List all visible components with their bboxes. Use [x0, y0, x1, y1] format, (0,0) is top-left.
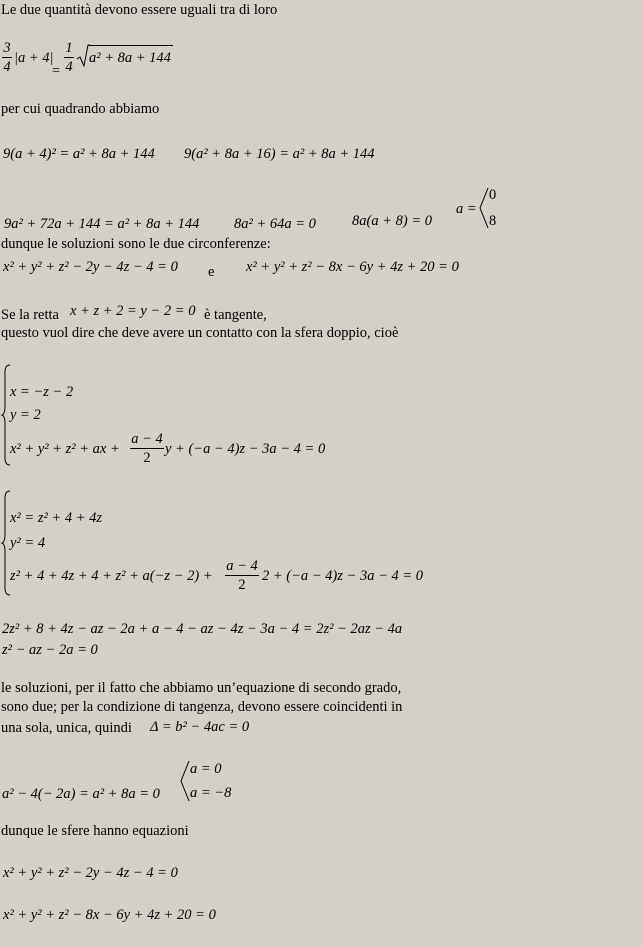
- text-and: e: [208, 264, 215, 280]
- math-radicand: a² + 8a + 144: [89, 50, 171, 66]
- math-equals: =: [51, 63, 61, 79]
- math-system2-line3a: z² + 4 + 4z + 4 + z² + a(−z − 2) +: [10, 568, 213, 584]
- sqrt-icon: [76, 44, 90, 68]
- math-system2-line2: y² = 4: [10, 535, 46, 551]
- fraction-denominator: 2: [143, 450, 151, 466]
- angle-bracket-icon: [479, 187, 489, 229]
- text-line: Se la retta: [1, 307, 59, 323]
- text-squaring: per cui quadrando abbiamo: [1, 101, 160, 117]
- text-contact: questo vuol dire che deve avere un contatto con la sfera doppio, cioè: [1, 325, 399, 341]
- text-tangent: è tangente,: [204, 307, 267, 323]
- math-eq2a: 9(a + 4)² = a² + 8a + 144: [3, 146, 155, 162]
- math-circumference-1: x² + y² + z² − 2y − 4z − 4 = 0: [3, 259, 178, 275]
- math-root-2: a = −8: [190, 785, 232, 801]
- sqrt-bar: [89, 45, 173, 46]
- math-eq2b: 9(a² + 8a + 16) = a² + 8a + 144: [184, 146, 375, 162]
- math-sphere-2: x² + y² + z² − 8x − 6y + 4z + 20 = 0: [3, 907, 216, 923]
- angle-bracket-icon: [180, 760, 190, 802]
- fraction-bar: [2, 57, 12, 58]
- math-eq3b: 8a² + 64a = 0: [234, 216, 316, 232]
- text-unique: una sola, unica, quindi: [1, 720, 132, 736]
- math-system1-line2: y = 2: [10, 407, 41, 423]
- math-eq3f: 8: [489, 213, 497, 229]
- math-circumference-2: x² + y² + z² − 8x − 6y + 4z + 20 = 0: [246, 259, 459, 275]
- fraction-numerator: a − 4: [226, 558, 258, 574]
- math-delta: Δ = b² − 4ac = 0: [150, 719, 250, 735]
- math-discriminant: a² − 4(− 2a) = a² + 8a = 0: [2, 786, 160, 802]
- math-expansion-2: z² − az − 2a = 0: [2, 642, 98, 658]
- text-tangency: sono due; per la condizione di tangenza, devono essere coincidenti in: [1, 699, 403, 715]
- fraction-denominator: 4: [65, 59, 73, 75]
- math-eq3e: 0: [489, 187, 497, 203]
- math-abs-value: |a + 4|: [14, 50, 54, 66]
- math-eq3d: a =: [456, 201, 477, 217]
- fraction-bar: [64, 57, 74, 58]
- math-system1-line3b: y + (−a − 4)z − 3a − 4 = 0: [165, 441, 326, 457]
- text-solutions-degree: le soluzioni, per il fatto che abbiamo un’equazione di secondo grado,: [1, 680, 402, 696]
- fraction-denominator: 2: [238, 577, 246, 593]
- fraction-numerator: a − 4: [131, 431, 163, 447]
- fraction-numerator: 3: [3, 40, 11, 56]
- fraction-bar: [225, 575, 259, 576]
- math-system1-line1: x = −z − 2: [10, 384, 74, 400]
- math-system2-line1: x² = z² + 4 + 4z: [10, 510, 103, 526]
- math-line-equation: x + z + 2 = y − 2 = 0: [70, 303, 196, 319]
- math-system1-line3a: x² + y² + z² + ax +: [10, 441, 120, 457]
- math-sphere-1: x² + y² + z² − 2y − 4z − 4 = 0: [3, 865, 178, 881]
- math-expansion-1: 2z² + 8 + 4z − az − 2a + a − 4 − az − 4z − 3a − 4 = 2z² − 2az − 4a: [2, 621, 403, 637]
- text-intro: Le due quantità devono essere uguali tra di loro: [1, 2, 278, 18]
- math-eq3a: 9a² + 72a + 144 = a² + 8a + 144: [4, 216, 200, 232]
- fraction-numerator: 1: [65, 40, 73, 56]
- math-eq3c: 8a(a + 8) = 0: [352, 213, 432, 229]
- text-solutions: dunque le soluzioni sono le due circonferenze:: [1, 236, 271, 252]
- math-root-1: a = 0: [190, 761, 222, 777]
- fraction-bar: [130, 448, 164, 449]
- fraction-denominator: 4: [3, 59, 11, 75]
- math-system2-line3b: 2 + (−a − 4)z − 3a − 4 = 0: [262, 568, 424, 584]
- text-spheres: dunque le sfere hanno equazioni: [1, 823, 189, 839]
